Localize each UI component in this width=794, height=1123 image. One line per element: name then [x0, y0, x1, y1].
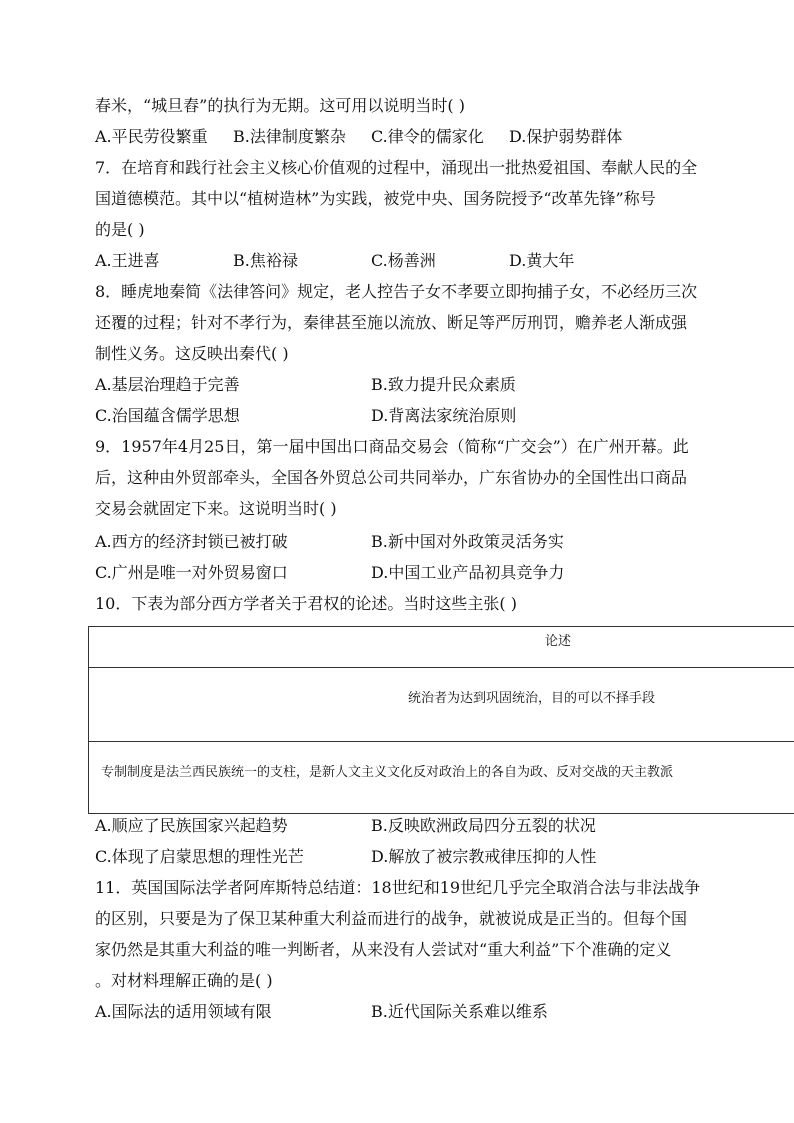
q8-option-d: D.背离法家统治原则	[371, 406, 517, 425]
table-cell-row2: 专制制度是法兰西民族统一的支柱，是新人文主义文化反对政治上的各自为政、反对交战的天主教派	[101, 765, 674, 780]
q8-option-a: A.基层治理趋于完善	[95, 375, 240, 394]
q11-stem-line-1: 11．英国国际法学者阿库斯特总结道：18世纪和19世纪几乎完全取消合法与非法战争	[95, 878, 701, 897]
q6-option-a: A.平民劳役繁重	[95, 127, 208, 146]
q9-option-c: C.广州是唯一对外贸易窗口	[95, 563, 288, 582]
q11-option-b: B.近代国际关系难以维系	[371, 1002, 548, 1021]
table-header-cell: 论述	[545, 634, 572, 649]
q7-stem-line-3: 的是( )	[95, 220, 145, 239]
q7-stem-line-2: 国道德模范。其中以“植树造林”为实践，被党中央、国务院授予“改革先锋”称号	[95, 189, 656, 208]
q11-stem-line-4: 。对材料理解正确的是( )	[95, 971, 273, 990]
q9-option-b: B.新中国对外政策灵活务实	[371, 532, 564, 551]
q8-stem-line-2: 还覆的过程；针对不孝行为，秦律甚至施以流放、断足等严厉刑罚，赡养老人渐成强	[95, 313, 688, 332]
q7-option-d: D.黄大年	[509, 251, 575, 270]
q7-option-b: B.焦裕禄	[233, 251, 298, 270]
q6-option-d: D.保护弱势群体	[509, 127, 623, 146]
q10-option-b: B.反映欧洲政局四分五裂的状况	[371, 816, 596, 835]
q7-option-a: A.王进喜	[95, 251, 160, 270]
q10-option-c: C.体现了启蒙思想的理性光芒	[95, 847, 304, 866]
q10-stem: 10．下表为部分西方学者关于君权的论述。当时这些主张( )	[95, 594, 517, 613]
q11-stem-line-2: 的区别，只要是为了保卫某种重大利益而进行的战争，就被说成是正当的。但每个国	[95, 909, 688, 928]
q6-option-b: B.法律制度繁杂	[233, 127, 346, 146]
q10-option-d: D.解放了被宗教戒律压抑的人性	[371, 847, 597, 866]
q6-option-c: C.律令的儒家化	[371, 127, 484, 146]
table-row	[89, 742, 794, 814]
q9-stem-line-3: 交易会就固定下来。这说明当时( )	[95, 499, 337, 518]
table-cell-row1: 统治者为达到巩固统治，目的可以不择手段	[408, 691, 656, 706]
table-header-row	[89, 627, 794, 668]
q9-stem-line-1: 9．1957年4月25日，第一届中国出口商品交易会（简称“广交会”）在广州开幕。此	[95, 437, 689, 456]
q7-option-c: C.杨善洲	[371, 251, 436, 270]
q8-stem-line-1: 8．睡虎地秦简《法律答问》规定，老人控告子女不孝要立即拘捕子女，不必经历三次	[95, 282, 698, 301]
q11-option-a: A.国际法的适用领域有限	[95, 1002, 272, 1021]
q9-stem-line-2: 后，这种由外贸部牵头，全国各外贸总公司共同举办，广东省协办的全国性出口商品	[95, 468, 688, 487]
q8-stem-line-3: 制性义务。这反映出秦代( )	[95, 344, 289, 363]
table-row	[89, 668, 794, 742]
q9-option-a: A.西方的经济封锁已被打破	[95, 532, 288, 551]
q10-table	[88, 626, 794, 814]
q6-stem: 春米，“城旦舂”的执行为无期。这可用以说明当时( )	[95, 96, 465, 115]
q7-stem-line-1: 7．在培育和践行社会主义核心价值观的过程中，涌现出一批热爱祖国、奉献人民的全	[95, 158, 698, 177]
q8-option-c: C.治国蕴含儒学思想	[95, 406, 240, 425]
q8-option-b: B.致力提升民众素质	[371, 375, 516, 394]
q9-option-d: D.中国工业产品初具竞争力	[371, 563, 565, 582]
q10-option-a: A.顺应了民族国家兴起趋势	[95, 816, 288, 835]
q11-stem-line-3: 家仍然是其重大利益的唯一判断者，从来没有人尝试对“重大利益”下个准确的定义	[95, 940, 672, 959]
